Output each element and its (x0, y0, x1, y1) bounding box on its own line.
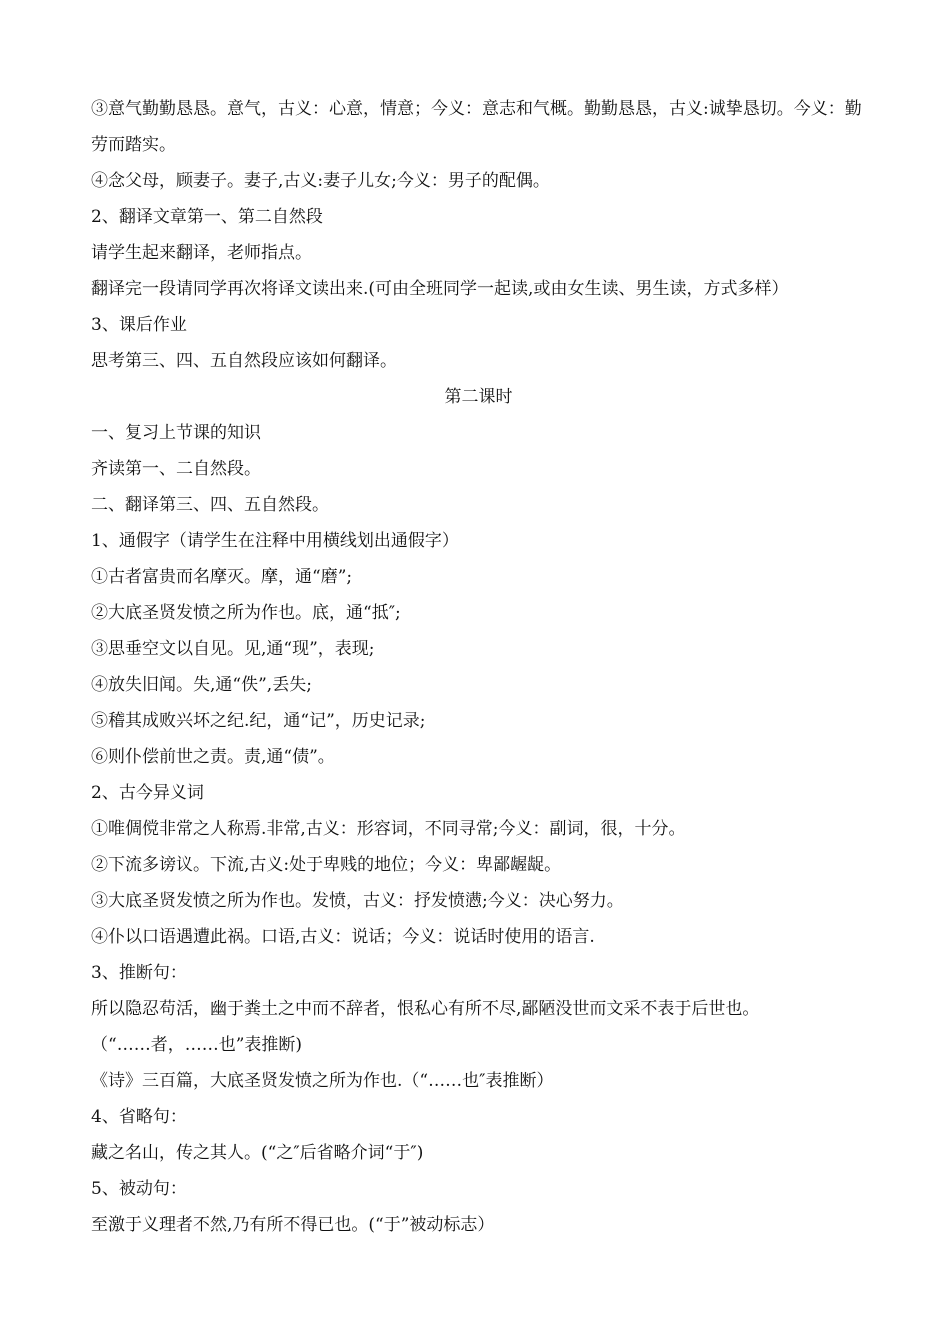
section-heading: 2、古今异义词 (91, 783, 204, 803)
text-line: 齐读第一、二自然段。 (91, 459, 261, 479)
list-item: ④放失旧闻。失,通“佚”,丢失; (91, 675, 312, 695)
list-item: ①古者富贵而名摩灭。摩，通“磨”; (91, 567, 353, 587)
section-heading: 二、翻译第三、四、五自然段。 (91, 495, 329, 515)
document-page (91, 91, 866, 1243)
list-item: ④仆以口语遇遭此祸。口语,古义：说话；今义：说话时使用的语言. (91, 927, 595, 947)
list-item: ③思垂空文以自见。见,通“现”，表现; (91, 639, 375, 659)
text-line: （“……者，……也”表推断) (91, 1035, 303, 1055)
text-line: 翻译完一段请同学再次将译文读出来.(可由全班同学一起读,或由女生读、男生读，方式多样） (91, 279, 789, 299)
list-item: ⑤稽其成败兴坏之纪.纪，通“记”，历史记录; (91, 711, 426, 731)
lesson-title: 第二课时 (444, 387, 513, 407)
text-line: 请学生起来翻译，老师指点。 (91, 243, 312, 263)
text-line: 思考第三、四、五自然段应该如何翻译。 (91, 351, 397, 371)
text-line: 所以隐忍苟活，幽于粪土之中而不辞者，恨私心有所不尽,鄙陋没世而文采不表于后世也。 (91, 999, 760, 1019)
text-line: 藏之名山，传之其人。(“之″后省略介词“于″) (91, 1143, 424, 1163)
text-line: ④念父母，顾妻子。妻子,古义:妻子儿女;今义：男子的配偶。 (91, 171, 550, 191)
text-line: ③意气勤勤恳恳。意气，古义：心意，情意；今义：意志和气概。勤勤恳恳，古义:诚挚恳切。今义：勤劳而踏实。 (91, 99, 862, 155)
list-item: ⑥则仆偿前世之责。责,通“债”。 (91, 747, 335, 767)
text-line: 至激于义理者不然,乃有所不得已也。(“于”被动标志） (91, 1215, 495, 1235)
section-heading: 3、推断句： (91, 963, 187, 983)
section-heading: 3、课后作业 (91, 315, 187, 335)
section-heading: 1、通假字（请学生在注释中用横线划出通假字） (91, 531, 459, 551)
section-heading: 一、复习上节课的知识 (91, 423, 261, 443)
text-line: 《诗》三百篇，大底圣贤发愤之所为作也.（“……也″表推断） (91, 1071, 554, 1091)
list-item: ②下流多谤议。下流,古义:处于卑贱的地位；今义：卑鄙龌龊。 (91, 855, 562, 875)
section-heading: 5、被动句： (91, 1179, 187, 1199)
list-item: ③大底圣贤发愤之所为作也。发愤，古义：抒发愤懑;今义：决心努力。 (91, 891, 624, 911)
list-item: ②大底圣贤发愤之所为作也。底，通“抵″; (91, 603, 401, 623)
list-item: ①唯倜傥非常之人称焉.非常,古义：形容词，不同寻常;今义：副词，很，十分。 (91, 819, 686, 839)
section-heading: 4、省略句： (91, 1107, 187, 1127)
section-heading: 2、翻译文章第一、第二自然段 (91, 207, 323, 227)
